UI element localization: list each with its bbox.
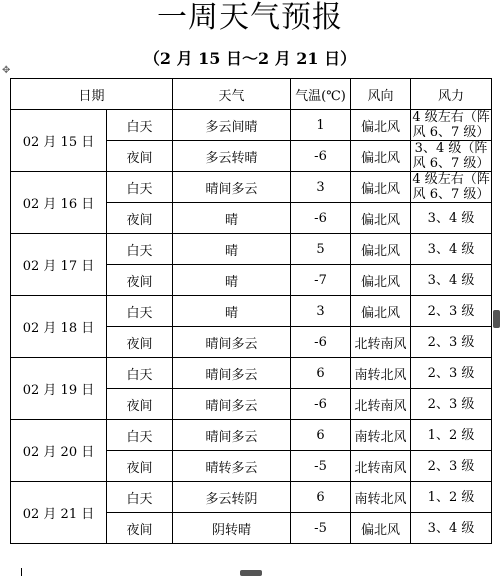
wind-direction-cell: 偏北风 bbox=[351, 513, 411, 544]
wind-direction-cell: 北转南风 bbox=[351, 327, 411, 358]
temp-cell: 6 bbox=[291, 420, 351, 451]
date-cell: 02 月 15 日 bbox=[11, 110, 107, 172]
header-temp: 气温(℃) bbox=[291, 79, 351, 110]
temp-cell: -7 bbox=[291, 265, 351, 296]
period-cell: 夜间 bbox=[107, 203, 173, 234]
period-cell: 夜间 bbox=[107, 389, 173, 420]
forecast-table bbox=[10, 78, 492, 544]
temp-cell: -5 bbox=[291, 513, 351, 544]
bottom-scroll-handle[interactable] bbox=[240, 570, 262, 576]
wind-force-cell: 2、3 级 bbox=[411, 389, 492, 420]
temp-cell: -6 bbox=[291, 203, 351, 234]
temp-cell: -6 bbox=[291, 141, 351, 172]
period-cell: 白天 bbox=[107, 358, 173, 389]
weather-cell: 多云间晴 bbox=[173, 110, 291, 141]
text-cursor bbox=[21, 568, 22, 576]
wind-force-cell: 4 级左右（阵风 6、7 级） bbox=[412, 172, 490, 202]
table-row bbox=[11, 296, 492, 327]
weather-cell: 多云转晴 bbox=[173, 141, 291, 172]
document-subtitle: （2 月 15 日～2 月 21 日） bbox=[143, 49, 357, 68]
weather-cell: 晴间多云 bbox=[173, 389, 291, 420]
temp-cell: 5 bbox=[291, 234, 351, 265]
wind-force-cell: 2、3 级 bbox=[411, 358, 492, 389]
right-scroll-handle[interactable] bbox=[493, 310, 500, 328]
period-cell: 夜间 bbox=[107, 327, 173, 358]
wind-force-cell: 2、3 级 bbox=[411, 327, 492, 358]
weather-cell: 晴 bbox=[173, 203, 291, 234]
temp-cell: 1 bbox=[291, 110, 351, 141]
weather-cell: 晴间多云 bbox=[173, 327, 291, 358]
date-cell: 02 月 19 日 bbox=[11, 358, 107, 420]
period-cell: 白天 bbox=[107, 296, 173, 327]
period-cell: 夜间 bbox=[107, 513, 173, 544]
period-cell: 白天 bbox=[107, 234, 173, 265]
period-cell: 白天 bbox=[107, 172, 173, 203]
temp-cell: 3 bbox=[291, 172, 351, 203]
table-row bbox=[11, 420, 492, 451]
header-date: 日期 bbox=[11, 79, 173, 110]
wind-force-cell: 3、4 级 bbox=[411, 234, 492, 265]
wind-force-cell: 1、2 级 bbox=[411, 420, 492, 451]
weather-cell: 晴间多云 bbox=[173, 172, 291, 203]
weather-cell: 晴转多云 bbox=[173, 451, 291, 482]
wind-direction-cell: 偏北风 bbox=[351, 234, 411, 265]
header-wind-direction: 风向 bbox=[351, 79, 411, 110]
wind-force-cell: 3、4 级 bbox=[411, 513, 492, 544]
weather-cell: 阴转晴 bbox=[173, 513, 291, 544]
wind-direction-cell: 南转北风 bbox=[351, 482, 411, 513]
wind-direction-cell: 偏北风 bbox=[351, 141, 411, 172]
date-cell: 02 月 16 日 bbox=[11, 172, 107, 234]
table-row bbox=[11, 358, 492, 389]
document-title: 一周天气预报 bbox=[157, 0, 343, 35]
temp-cell: 3 bbox=[291, 296, 351, 327]
period-cell: 夜间 bbox=[107, 265, 173, 296]
wind-direction-cell: 南转北风 bbox=[351, 358, 411, 389]
forecast-body bbox=[11, 110, 492, 544]
table-row bbox=[11, 482, 492, 513]
period-cell: 白天 bbox=[107, 420, 173, 451]
temp-cell: -6 bbox=[291, 327, 351, 358]
weather-cell: 晴 bbox=[173, 265, 291, 296]
wind-direction-cell: 偏北风 bbox=[351, 265, 411, 296]
wind-force-cell: 2、3 级 bbox=[411, 451, 492, 482]
table-row bbox=[11, 110, 492, 141]
date-cell: 02 月 21 日 bbox=[11, 482, 107, 544]
period-cell: 白天 bbox=[107, 110, 173, 141]
temp-cell: -5 bbox=[291, 451, 351, 482]
wind-direction-cell: 偏北风 bbox=[351, 172, 411, 203]
period-cell: 夜间 bbox=[107, 451, 173, 482]
date-cell: 02 月 18 日 bbox=[11, 296, 107, 358]
weather-cell: 晴间多云 bbox=[173, 358, 291, 389]
wind-direction-cell: 偏北风 bbox=[351, 203, 411, 234]
temp-cell: 6 bbox=[291, 358, 351, 389]
weather-cell: 多云转阴 bbox=[173, 482, 291, 513]
weather-cell: 晴 bbox=[173, 296, 291, 327]
wind-direction-cell: 南转北风 bbox=[351, 420, 411, 451]
table-header-row bbox=[11, 79, 492, 110]
wind-force-cell: 3、4 级 bbox=[411, 203, 492, 234]
wind-direction-cell: 北转南风 bbox=[351, 451, 411, 482]
move-icon[interactable]: ✥ bbox=[2, 65, 11, 76]
weather-cell: 晴间多云 bbox=[173, 420, 291, 451]
temp-cell: 6 bbox=[291, 482, 351, 513]
table-row bbox=[11, 172, 492, 203]
wind-force-cell: 4 级左右（阵风 6、7 级） bbox=[412, 110, 490, 140]
period-cell: 夜间 bbox=[107, 141, 173, 172]
wind-direction-cell: 偏北风 bbox=[351, 110, 411, 141]
wind-direction-cell: 北转南风 bbox=[351, 389, 411, 420]
header-wind-force: 风力 bbox=[411, 79, 492, 110]
header-weather: 天气 bbox=[173, 79, 291, 110]
temp-cell: -6 bbox=[291, 389, 351, 420]
wind-force-cell: 3、4 级（阵风 6、7 级） bbox=[411, 141, 492, 172]
wind-direction-cell: 偏北风 bbox=[351, 296, 411, 327]
date-cell: 02 月 17 日 bbox=[11, 234, 107, 296]
date-cell: 02 月 20 日 bbox=[11, 420, 107, 482]
wind-force-cell: 3、4 级 bbox=[411, 265, 492, 296]
period-cell: 白天 bbox=[107, 482, 173, 513]
weather-cell: 晴 bbox=[173, 234, 291, 265]
wind-force-cell: 2、3 级 bbox=[411, 296, 492, 327]
table-row bbox=[11, 234, 492, 265]
wind-force-cell: 1、2 级 bbox=[411, 482, 492, 513]
